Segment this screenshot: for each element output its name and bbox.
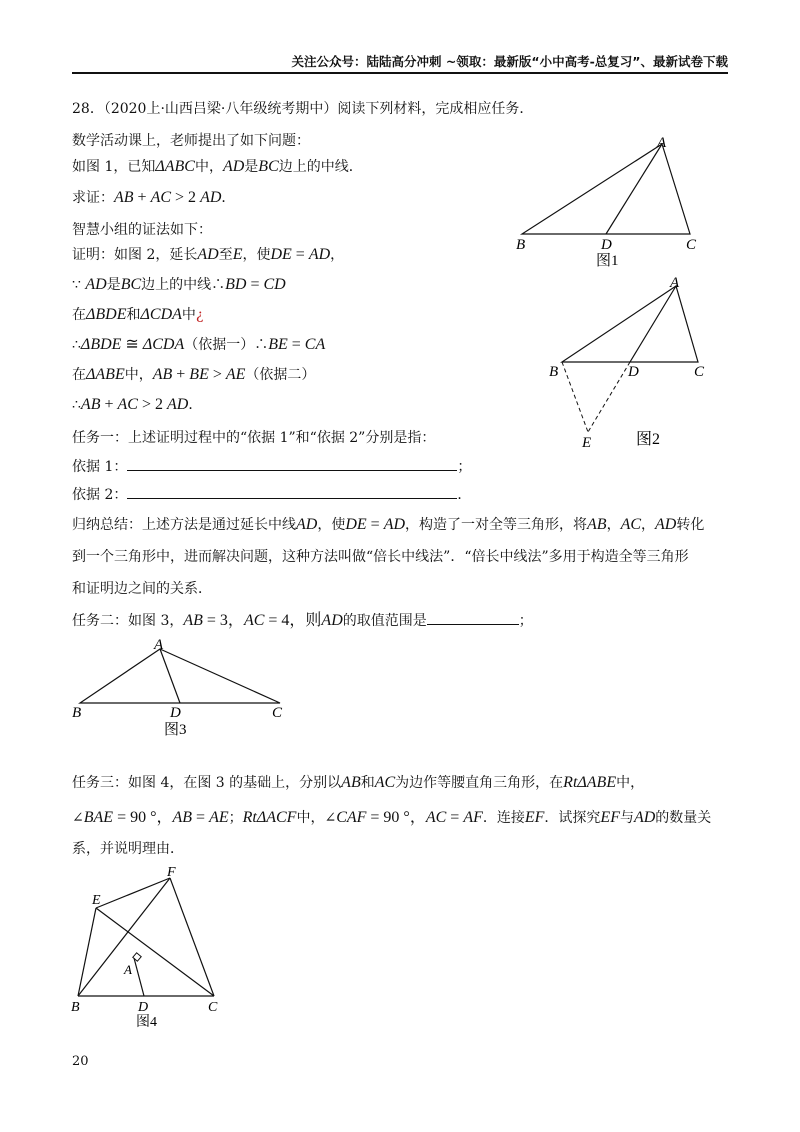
label-b: B (72, 705, 82, 721)
task-two: 任务二：如图 3，AB = 3，AC = 4，则AD的取值范围是 ； (72, 612, 533, 629)
given-line: 如图 1，已知ΔABC中，AD是BC边上的中线． (72, 158, 363, 175)
basis-1-blank[interactable] (127, 457, 457, 471)
task-three-line-2: ∠BAE = 90 °，AB = AE；RtΔACF中，∠CAF = 90 °，AC = AF．连接EF．试探究EF与AD的数量关 (72, 809, 712, 826)
label-c: C (208, 1000, 218, 1015)
median-ad (630, 286, 676, 362)
label-a: A (154, 637, 164, 653)
text-line-4: 智慧小组的证法如下： (72, 222, 212, 238)
proof-line-3: 在ΔBDE和ΔCDA中¿ (72, 306, 204, 323)
basis-2-row: 依据 2： ． (72, 487, 472, 503)
segment-be (562, 362, 588, 432)
triangle-abc (522, 144, 690, 234)
label-d: D (170, 705, 181, 721)
label-d: D (138, 1000, 149, 1015)
proof-line-2: ∵ AD是BC边上的中线∴BD = CD (72, 276, 286, 293)
label-e: E (92, 893, 101, 908)
summary-line-2: 到一个三角形中，进而解决问题，这种方法叫做“倍长中线法”．“倍长中线法”多用于构造全等三角形 (72, 549, 689, 565)
summary-line-1: 归纳总结：上述方法是通过延长中线AD，使DE = AD，构造了一对全等三角形，将AB，AC，AD转化 (72, 516, 705, 533)
page-number: 20 (72, 1054, 89, 1069)
segment-ec (96, 908, 214, 996)
label-e: E (582, 435, 592, 451)
task-three-line-1: 任务三：如图 4，在图 3 的基础上，分别以AB和AC为边作等腰直角三角形，在RtΔABE中， (72, 774, 645, 791)
problem-intro: 28．（2020上·山西吕梁·八年级统考期中）阅读下列材料，完成相应任务． (72, 101, 534, 117)
median-ad (134, 958, 144, 996)
task-three-line-3: 系，并说明理由． (72, 841, 184, 857)
summary-line-3: 和证明边之间的关系． (72, 581, 212, 597)
label-d: D (628, 364, 639, 380)
label-a: A (124, 962, 132, 977)
figure-1-caption: 图1 (596, 253, 619, 269)
figure-4 (66, 862, 236, 1032)
label-f: F (167, 865, 176, 880)
task-one: 任务一：上述证明过程中的“依据 1”和“依据 2”分别是指： (72, 430, 436, 446)
extension-de (588, 362, 630, 432)
text-line-1: 数学活动课上，老师提出了如下问题： (72, 133, 310, 149)
proof-line-5: 在ΔABE中，AB + BE > AE（依据二） (72, 366, 316, 383)
label-b: B (71, 1000, 80, 1015)
label-c: C (272, 705, 283, 721)
proof-line-1: 证明：如图 2，延长AD至E，使DE = AD， (72, 246, 345, 263)
median-ad (606, 144, 662, 234)
segment-be (78, 908, 96, 996)
figure-1 (500, 130, 720, 280)
label-c: C (686, 237, 697, 253)
figure-4-caption: 图4 (136, 1015, 157, 1030)
figure-2-caption: 图2 (636, 431, 661, 448)
header-rule (72, 72, 728, 74)
label-b: B (549, 364, 559, 380)
figure-3-caption: 图3 (164, 722, 187, 738)
triangle-abc (562, 286, 698, 362)
basis-2-blank[interactable] (127, 485, 457, 499)
segment-fc (170, 878, 214, 996)
prove-line: 求证：AB + AC > 2 AD． (72, 189, 236, 206)
proof-line-4: ∴ΔBDE ≅ ΔCDA（依据一）∴BE = CA (72, 336, 326, 353)
label-c: C (694, 364, 705, 380)
label-b: B (516, 237, 526, 253)
figure-2 (540, 272, 720, 452)
triangle-abc (80, 649, 280, 703)
figure-3 (68, 636, 308, 746)
label-a: A (657, 135, 667, 151)
basis-1-row: 依据 1： ； (72, 459, 472, 475)
label-a: A (670, 275, 680, 291)
proof-line-6: ∴AB + AC > 2 AD． (72, 396, 203, 413)
label-d: D (601, 237, 612, 253)
page-header: 关注公众号：陆陆高分冲刺 ~领取：最新版“小中高考-总复习”、最新试卷下载 (291, 54, 728, 69)
ad-range-blank[interactable] (427, 611, 519, 625)
